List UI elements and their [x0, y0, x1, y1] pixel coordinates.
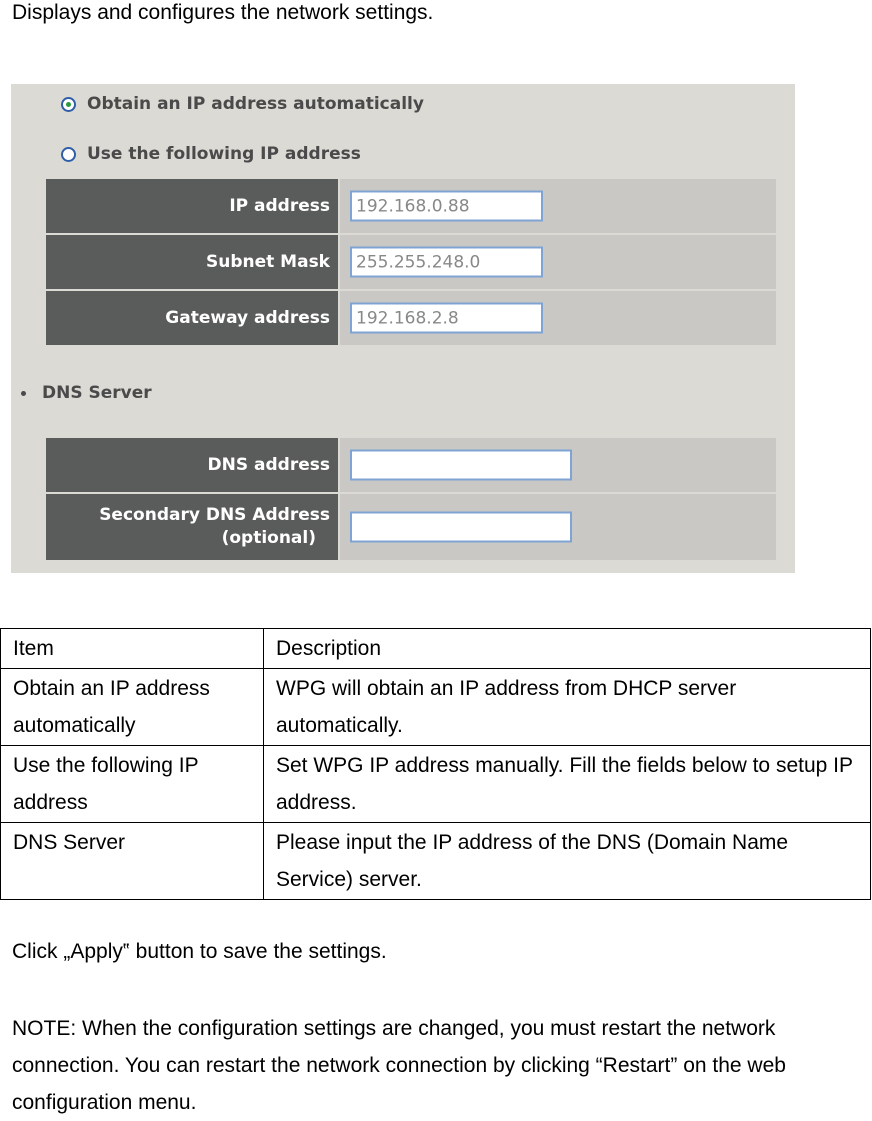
table-cell-item: DNS Server [1, 823, 264, 900]
radio-checked-icon[interactable] [61, 97, 76, 112]
apply-note: Click „Apply‟ button to save the settings. [12, 940, 387, 963]
secondary-dns-label-line2: (optional) [221, 528, 316, 548]
secondary-dns-cell [340, 494, 776, 560]
secondary-dns-row [46, 494, 776, 560]
dns-address-cell [340, 438, 776, 492]
table-header-item: Item [1, 629, 264, 669]
table-header-description: Description [264, 629, 871, 669]
subnet-mask-row [46, 235, 776, 289]
radio-manual-label: Use the following IP address [87, 144, 361, 164]
table-header-row [1, 629, 871, 669]
subnet-mask-input[interactable] [350, 247, 543, 278]
ip-address-row [46, 179, 776, 233]
gateway-address-input[interactable] [350, 303, 543, 334]
ip-address-input[interactable] [350, 191, 543, 222]
intro-text: Displays and configures the network settings. [12, 1, 434, 24]
radio-obtain-automatically[interactable] [61, 94, 424, 114]
radio-auto-label: Obtain an IP address automatically [87, 94, 424, 114]
secondary-dns-label-line1: Secondary DNS Address [99, 505, 330, 525]
secondary-dns-input[interactable] [350, 512, 572, 543]
gateway-address-label: Gateway address [46, 291, 338, 345]
radio-use-following[interactable] [61, 144, 361, 164]
dns-address-label: DNS address [46, 438, 338, 492]
gateway-address-row [46, 291, 776, 345]
table-row [1, 823, 871, 900]
ip-address-cell [340, 179, 776, 233]
bullet-icon [21, 391, 26, 396]
secondary-dns-label [46, 494, 338, 560]
table-cell-description: Set WPG IP address manually. Fill the fields below to setup IP address. [264, 746, 871, 823]
table-cell-item: Obtain an IP address automatically [1, 669, 264, 746]
subnet-mask-label: Subnet Mask [46, 235, 338, 289]
gateway-address-cell [340, 291, 776, 345]
ip-address-label: IP address [46, 179, 338, 233]
description-table [0, 628, 871, 900]
dns-server-label: DNS Server [42, 383, 152, 403]
radio-unchecked-icon[interactable] [61, 147, 76, 162]
subnet-mask-cell [340, 235, 776, 289]
table-row [1, 669, 871, 746]
restart-note: NOTE: When the configuration settings are changed, you must restart the network connection. You can restart the network connection by clicking “Restart” on the web configuration menu. [12, 1017, 786, 1114]
table-cell-description: Please input the IP address of the DNS (Domain Name Service) server. [264, 823, 871, 900]
dns-address-input[interactable] [350, 450, 572, 481]
table-row [1, 746, 871, 823]
dns-server-heading [21, 383, 152, 403]
dns-address-row [46, 438, 776, 492]
table-cell-description: WPG will obtain an IP address from DHCP server automatically. [264, 669, 871, 746]
network-settings-panel [11, 84, 795, 573]
table-cell-item: Use the following IP address [1, 746, 264, 823]
